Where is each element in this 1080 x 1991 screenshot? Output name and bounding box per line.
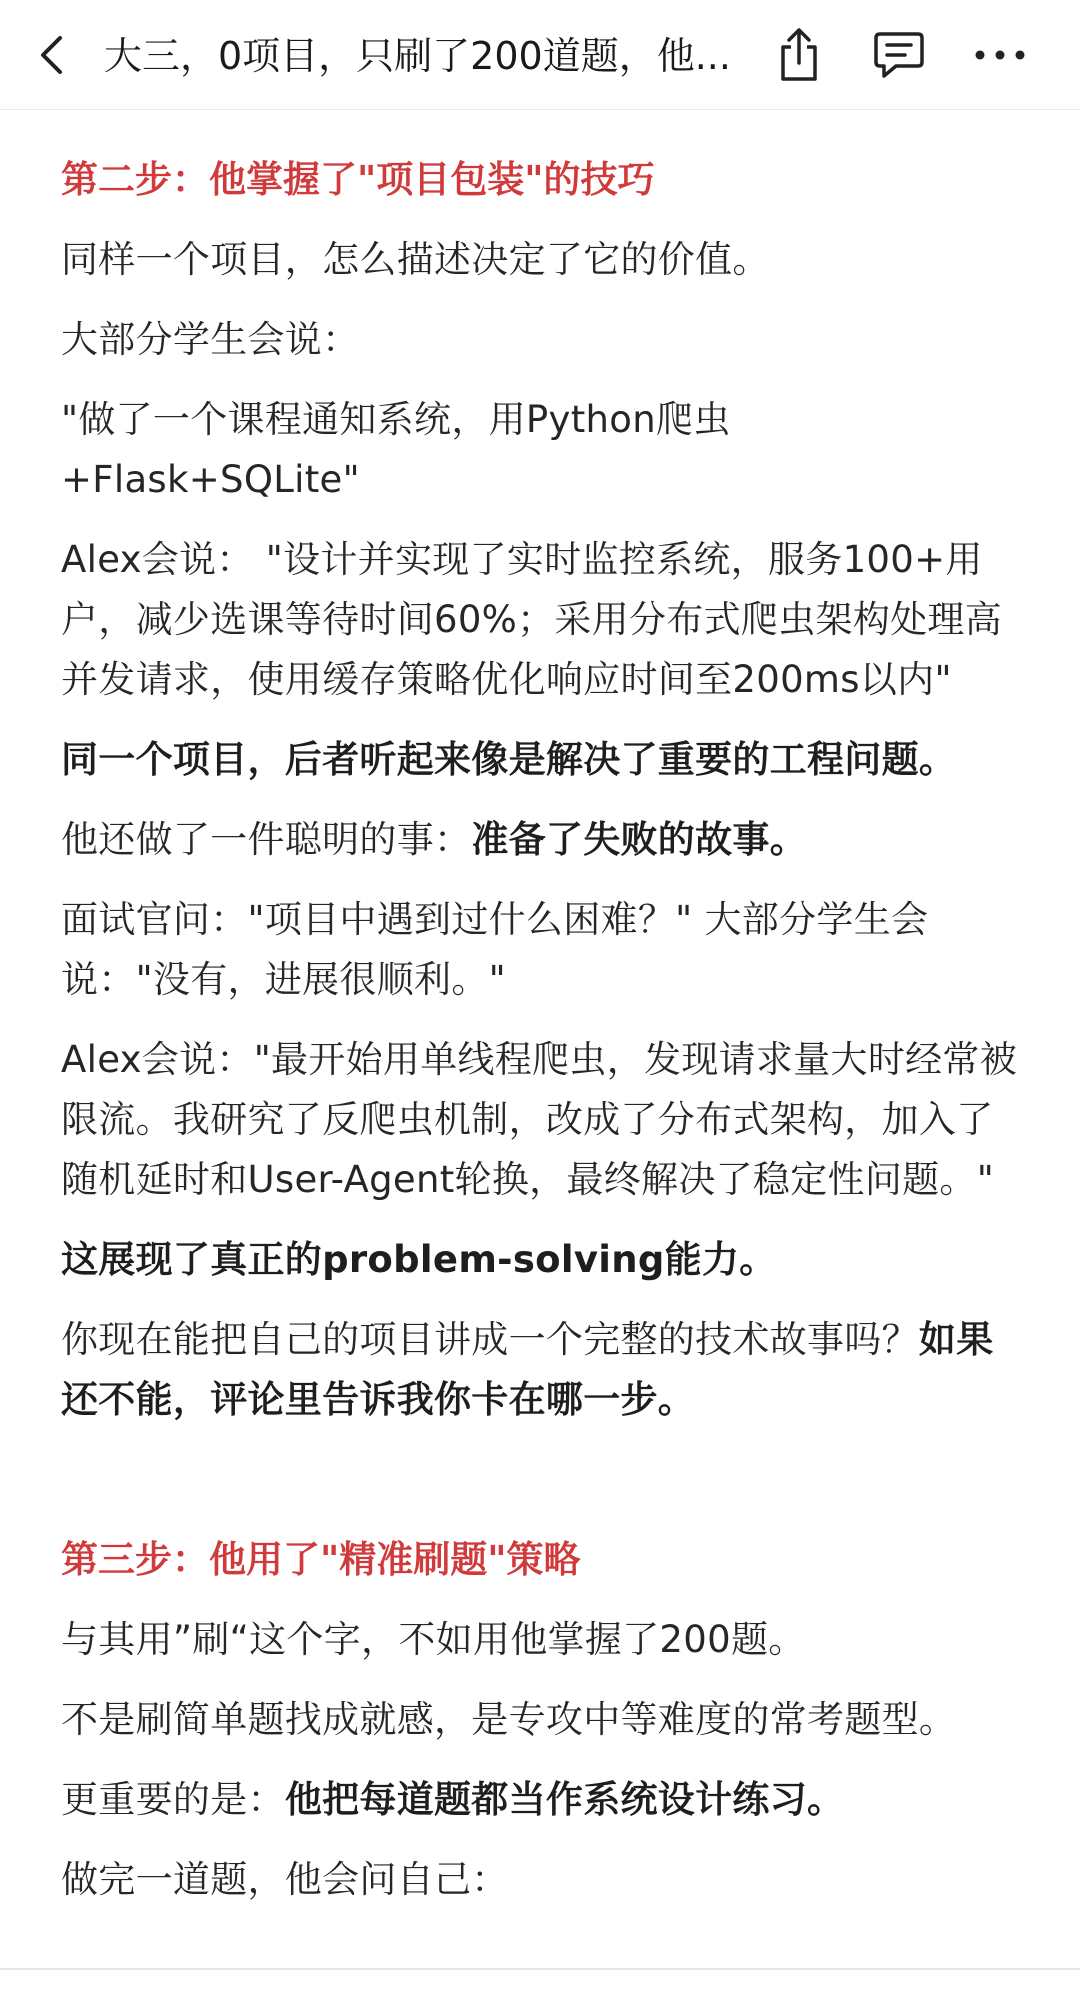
article-body <box>61 110 1021 1930</box>
share-icon <box>775 27 823 83</box>
paragraph-text: 你现在能把自己的项目讲成一个完整的技术故事吗？ <box>61 1318 919 1361</box>
section-heading-step2: 第二步：他掌握了"项目包装"的技巧 <box>61 158 655 201</box>
paragraph-text: 更重要的是： <box>61 1778 285 1821</box>
more-button[interactable] <box>967 22 1033 88</box>
paragraph-bold-text: 准备了失败的故事。 <box>471 818 808 861</box>
top-navigation-bar <box>0 0 1080 110</box>
chevron-left-icon <box>38 34 64 76</box>
paragraph: 不是刷简单题找成就感，是专攻中等难度的常考题型。 <box>61 1698 957 1741</box>
paragraph-bold: 这展现了真正的problem-solving能力。 <box>61 1238 777 1281</box>
section-heading-step3: 第三步：他用了"精准刷题"策略 <box>61 1538 581 1581</box>
paragraph-bold: 同一个项目，后者听起来像是解决了重要的工程问题。 <box>61 738 957 781</box>
paragraph-bold-text: 如果还不能，评论里告诉我你卡在哪一步。 <box>61 1318 994 1421</box>
page-title: 大三，0项目，只刷了200道题，他... <box>104 34 731 78</box>
more-icon <box>974 49 1026 61</box>
back-button[interactable] <box>26 28 76 82</box>
paragraph: 与其用”刷“这个字，不如用他掌握了200题。 <box>61 1618 806 1661</box>
paragraph <box>61 1770 1021 1830</box>
paragraph <box>61 810 1021 870</box>
paragraph: Alex会说："最开始用单线程爬虫，发现请求量大时经常被限流。我研究了反爬虫机制，改成了分布式架构，加入了随机延时和User-Agent轮换，最终解决了稳定性问题。" <box>61 1038 1018 1201</box>
paragraph-quote: "做了一个课程通知系统，用Python爬虫+Flask+SQLite" <box>61 398 731 501</box>
paragraph-quote: Alex会说： "设计并实现了实时监控系统，服务100+用户，减少选课等待时间60%；采用分布式爬虫架构处理高并发请求，使用缓存策略优化响应时间至200ms以内" <box>61 538 1003 701</box>
paragraph <box>61 1310 1021 1430</box>
comment-icon <box>872 30 926 80</box>
paragraph-bold-text: 他把每道题都当作系统设计练习。 <box>284 1778 845 1821</box>
paragraph: 同样一个项目，怎么描述决定了它的价值。 <box>61 238 770 281</box>
paragraph: 做完一道题，他会问自己： <box>61 1858 509 1901</box>
share-button[interactable] <box>766 22 832 88</box>
paragraph-text: 他还做了一件聪明的事： <box>61 818 472 861</box>
paragraph: 面试官问："项目中遇到过什么困难？" 大部分学生会说："没有，进展很顺利。" <box>61 898 929 1001</box>
bottom-divider <box>0 1968 1080 1970</box>
paragraph: 大部分学生会说： <box>61 318 360 361</box>
comment-button[interactable] <box>866 22 932 88</box>
